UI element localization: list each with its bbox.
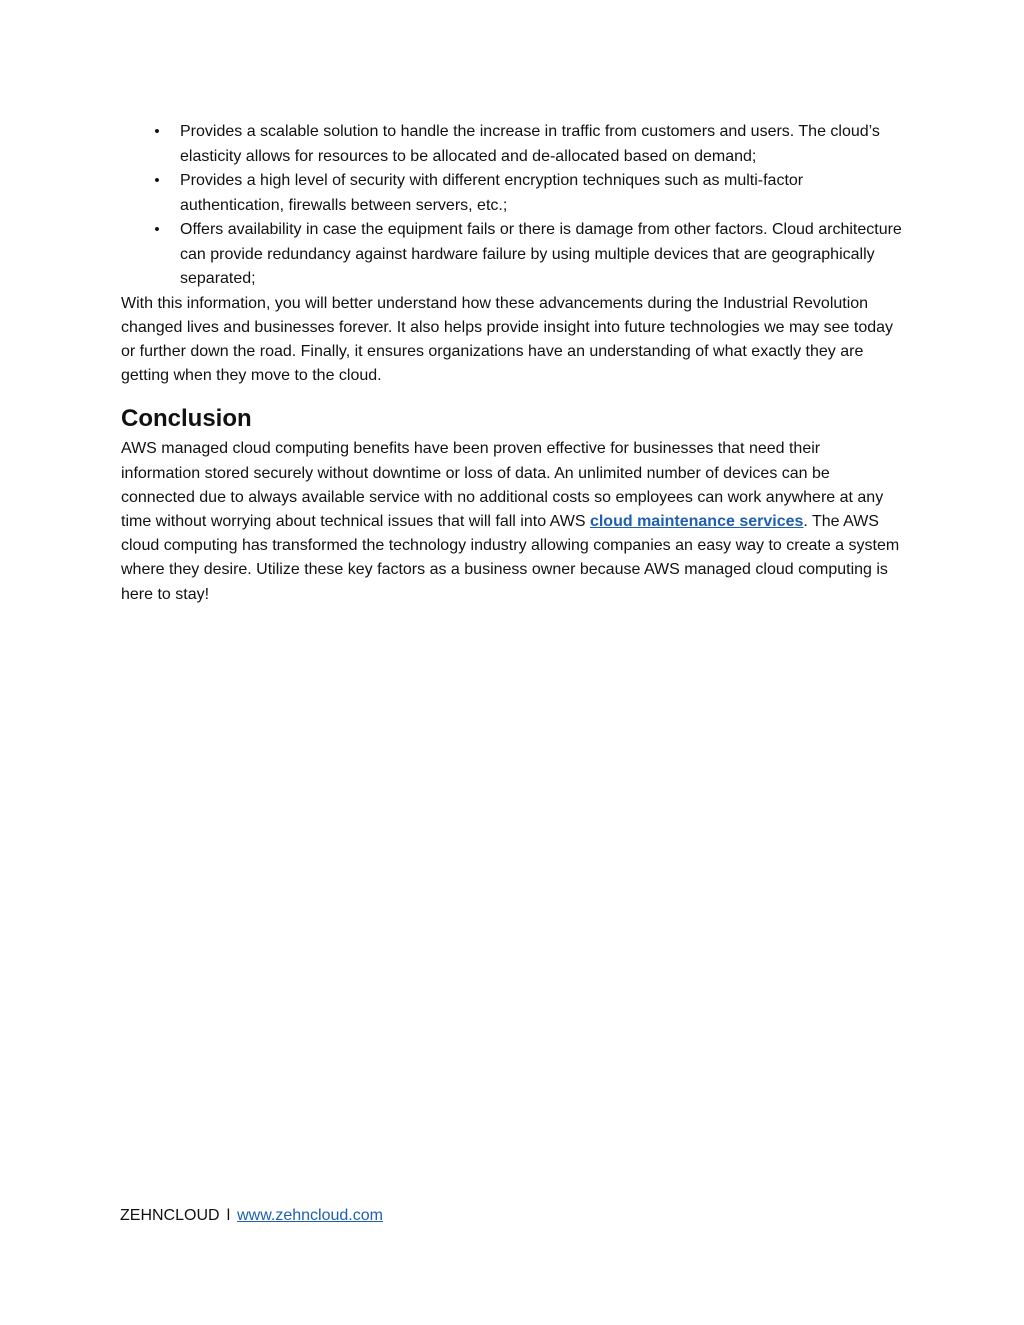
conclusion-text-start: AWS managed cloud computing benefits have been proven effective for businesses that need their information stored securely without downtime or loss of data. An unlimited number of devices can be connected due to always available service with no additional costs so employees can work anywhere at any time without worrying about technical issues that will fall into AWS [121, 440, 884, 530]
bullet-dot-icon: • [154, 172, 160, 189]
bullet-text: Provides a high level of security with different encryption techniques such as multi-factor authentication, firewalls between servers, etc.; [180, 172, 804, 214]
bullet-dot-icon: • [154, 221, 160, 238]
bullet-item [121, 169, 903, 218]
cloud-maintenance-services-link[interactable]: cloud maintenance services [589, 512, 804, 530]
conclusion-paragraph [121, 437, 903, 606]
footer-brand: ZEHNCLOUD [120, 1207, 220, 1224]
bullet-dot-icon: • [154, 123, 160, 140]
bullet-item [121, 120, 903, 169]
footer-separator: l [226, 1207, 231, 1224]
info-paragraph: With this information, you will better understand how these advancements during the Industrial Revolution changed lives and businesses forever. It also helps provide insight into future technologies we may see today or further down the road. Finally, it ensures organizations have an understanding of what exactly they are getting when they move to the cloud. [121, 294, 894, 385]
page-content [121, 120, 903, 607]
conclusion-heading: Conclusion [121, 405, 252, 433]
bullet-text: Provides a scalable solution to handle the increase in traffic from customers and users. The cloud’s elasticity allows for resources to be allocated and de-allocated based on demand; [180, 123, 880, 165]
conclusion-text-end: . The AWS cloud computing has transformed the technology industry allowing companies an easy way to create a system where they desire. Utilize these key factors as a business owner because AWS managed cloud computing is here to stay! [121, 512, 900, 603]
footer-website-link[interactable]: www.zehncloud.com [237, 1207, 383, 1224]
bullet-text: Offers availability in case the equipment fails or there is damage from other factors. Cloud architecture can provide redundancy against hardware failure by using multiple devices that are geographically separated; [180, 221, 902, 287]
page-footer [120, 1205, 383, 1227]
benefits-bullet-list [121, 120, 903, 292]
bullet-item [121, 218, 903, 292]
